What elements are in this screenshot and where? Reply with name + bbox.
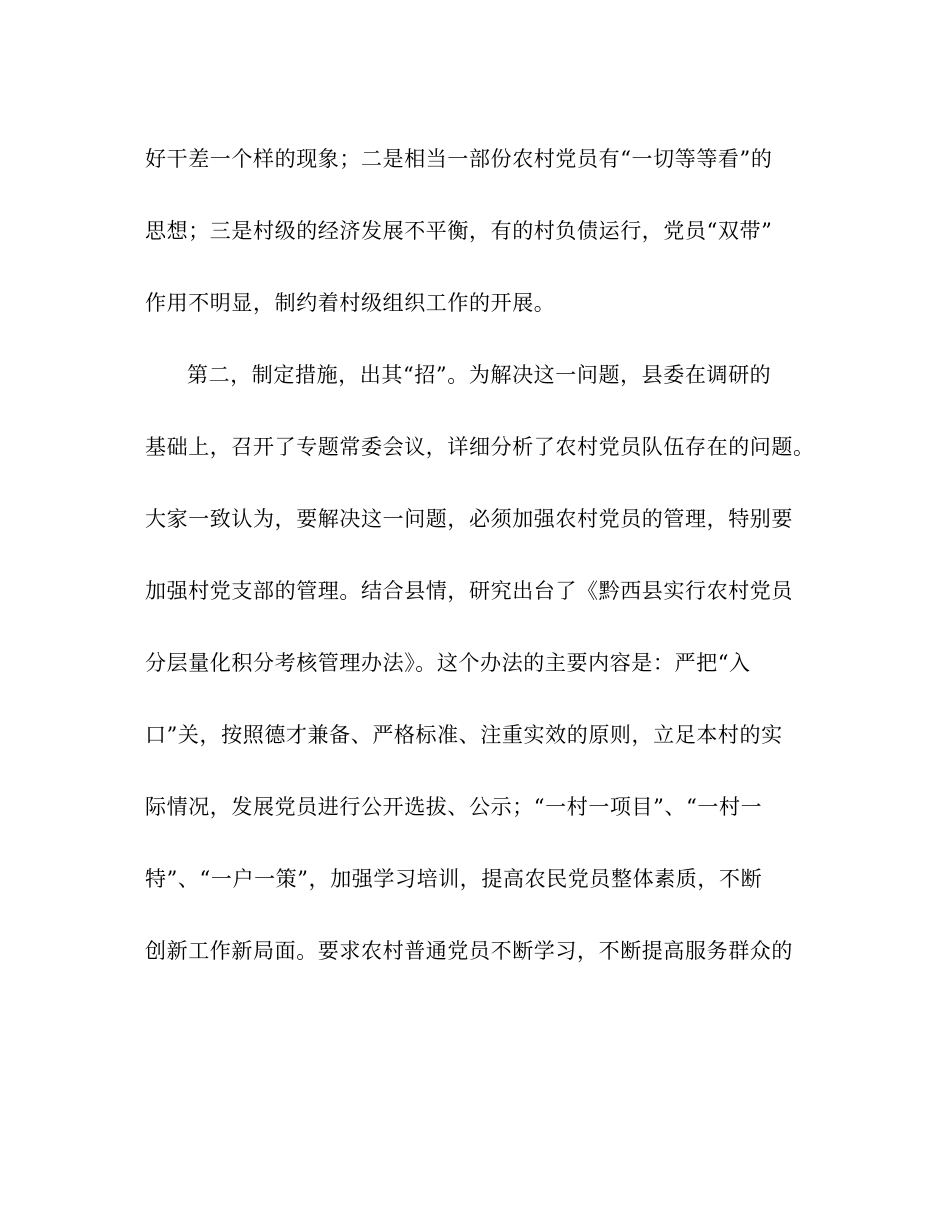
text-line: 创新工作新局面。要求农村普通党员不断学习，不断提高服务群众的 xyxy=(145,939,793,963)
text-line: 加强村党支部的管理。结合县情，研究出台了《黔西县实行农村党员 xyxy=(145,579,793,603)
text-line: 际情况，发展党员进行公开选拔、公示；“一村一项目”、“一村一 xyxy=(145,795,763,819)
text-line: 基础上，召开了专题常委会议，详细分析了农村党员队伍存在的问题。 xyxy=(145,435,815,459)
paragraph-start-line: 第二，制定措施，出其“招”。为解决这一问题，县委在调研的 xyxy=(187,363,772,387)
text-line: 思想；三是村级的经济发展不平衡，有的村负债运行，党员“双带” xyxy=(145,219,773,243)
text-line: 口”关，按照德才兼备、严格标准、注重实效的原则，立足本村的实 xyxy=(145,723,783,747)
text-line: 好干差一个样的现象；二是相当一部份农村党员有“一切等等看”的 xyxy=(145,147,773,171)
text-line: 特”、“一户一策”，加强学习培训，提高农民党员整体素质，不断 xyxy=(145,867,763,891)
text-line: 大家一致认为，要解决这一问题，必须加强农村党员的管理，特别要 xyxy=(145,507,793,531)
text-line: 作用不明显，制约着村级组织工作的开展。 xyxy=(145,291,556,315)
body-text xyxy=(145,140,815,1004)
text-line: 分层量化积分考核管理办法》。这个办法的主要内容是：严把“入 xyxy=(145,651,751,675)
